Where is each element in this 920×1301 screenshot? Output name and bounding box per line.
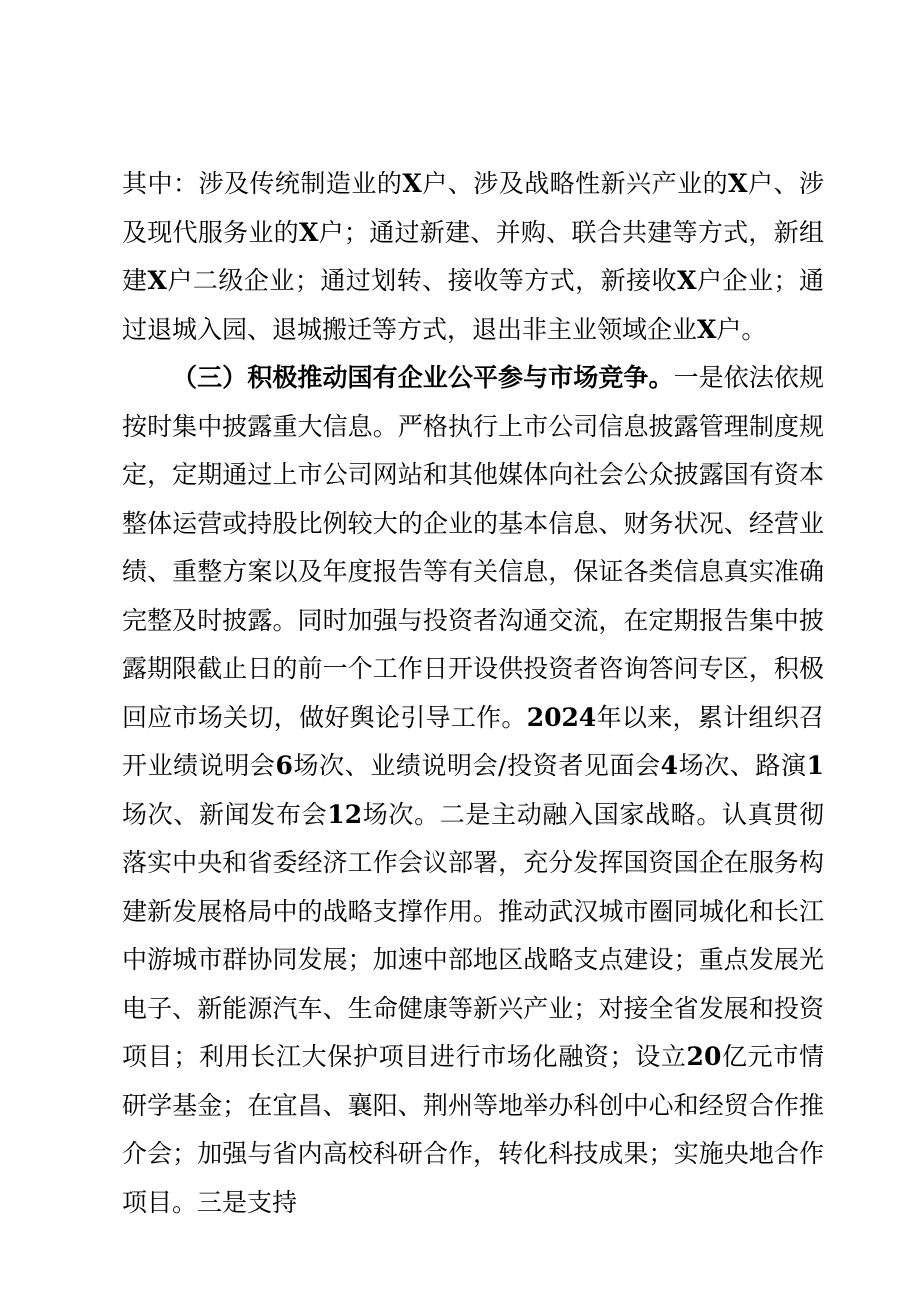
text-run: 户、涉及战略性新兴产业的: [421, 169, 729, 198]
text-run: 户。: [716, 314, 767, 344]
text-run: 场次、新闻发布会: [122, 799, 328, 829]
text-run: 其中：涉及传统制造业的: [122, 169, 403, 198]
text-run: 户二级企业；通过划转、接收等方式，新接收: [166, 266, 678, 295]
section-heading: （三）积极推动国有企业公平参与市场竞争。: [172, 363, 674, 392]
text-run: 一是依法依规按时集中披露重大信息。严格执行上市公司信息披露管理制度规定，定期通过上市公司网站和其他媒体向社会公众披露国有资本整体运营或持股比例较大的企业的基本信息、财务状况、经营业绩、重整方案以及年度报告等有关信息，保证各类信息真实准确完整及时披露。同时加强与投资者沟通交流，在定期报告集中披露期限截止日的前一个工作日开设供投资者咨询答问专区，积极回应市场关切，做好舆论引导工作。: [122, 363, 824, 732]
text-run-bold: 6: [275, 751, 293, 780]
text-run: 户、涉及现代服务业的: [122, 169, 824, 247]
text-run: 户；通过新建、并购、联合共建等方式，新组建: [122, 217, 824, 295]
text-run-bold: 20: [686, 1042, 722, 1071]
text-run-bold: X: [677, 266, 697, 295]
document-body: [122, 160, 824, 1227]
text-run-bold: X: [147, 266, 167, 295]
text-run-bold: 12: [327, 799, 363, 829]
text-run: 户企业；通过退城入园、退城搬迁等方式，退出非主业领域企业: [122, 266, 824, 344]
text-run-bold: 2024: [526, 702, 597, 732]
text-run: 场次、业绩说明会/投资者见面会: [292, 751, 661, 780]
text-run-bold: X: [728, 169, 748, 198]
paragraph-fair-competition: [122, 354, 824, 1227]
text-run: 场次。二是主动融入国家战略。认真贯彻落实中央和省委经济工作会议部署，充分发挥国资国企在服务构建新发展格局中的战略支撑作用。推动武汉城市圈同城化和长江中游城市群协同发展；加速中部地区战略支点建设；重点发展光电子、新能源汽车、生命健康等新兴产业；对接全省发展和投资项目；利用长江大保护项目进行市场化融资；设立: [122, 799, 824, 1071]
text-run-bold: 4: [660, 751, 679, 780]
paragraph-enterprise-counts: [122, 160, 824, 354]
text-run: 亿元市情研学基金；在宜昌、襄阳、荆州等地举办科创中心和经贸合作推介会；加强与省内高校科研合作，转化科技成果；实施央地合作项目。三是支持: [122, 1042, 824, 1217]
text-run: 场次、路演: [678, 751, 807, 780]
text-run-bold: 1: [806, 751, 824, 780]
text-run-bold: X: [402, 169, 422, 198]
text-run-bold: X: [298, 217, 319, 247]
text-run-bold: X: [697, 314, 717, 344]
text-run: 年以来，累计组织召开业绩说明会: [122, 702, 824, 780]
